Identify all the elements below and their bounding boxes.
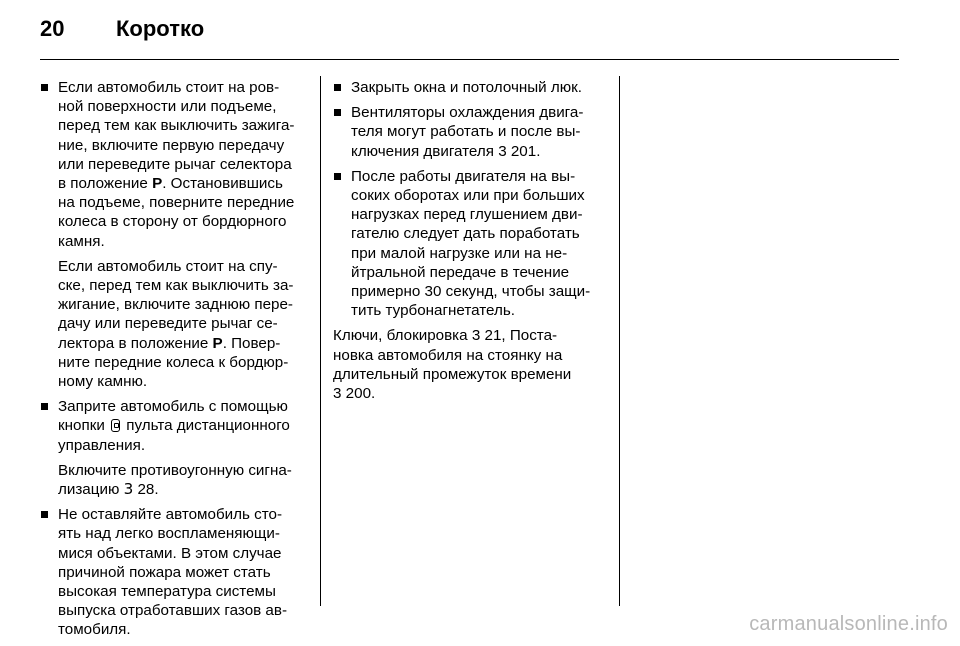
- text-line: [58, 174, 310, 193]
- text-line: Закрыть окна и потолочный люк.: [351, 79, 582, 96]
- text-line: [58, 416, 310, 435]
- column-2: [333, 78, 605, 403]
- page-ref-arrow-icon: 3: [123, 480, 134, 499]
- list-item: [333, 103, 605, 161]
- text-line: причиной пожара может стать: [58, 563, 271, 581]
- text-line: мися объектами. В этом случае: [58, 544, 282, 562]
- text-line: высокая температура системы: [58, 583, 276, 601]
- text-fragment: лизацию: [58, 481, 124, 499]
- text-fragment: Ключи, блокировка: [333, 327, 472, 345]
- text-line: Если автомобиль стоит на ров-: [58, 79, 280, 96]
- text-fragment: в положение: [58, 175, 153, 193]
- text-fragment: пульта дистанционного: [122, 417, 290, 435]
- text-line: тить турбонагнетатель.: [351, 302, 515, 320]
- text-line: колеса в сторону от бордюрного: [58, 213, 287, 231]
- text-line: [333, 326, 605, 345]
- text-fragment: лектора в положение: [58, 334, 213, 352]
- sub-paragraph: [58, 461, 310, 499]
- text-line: ните передние колеса к бордюр-: [58, 353, 289, 371]
- key-lock-icon: [111, 419, 120, 432]
- sub-paragraph: [58, 257, 310, 391]
- text-fragment: кнопки: [58, 417, 110, 435]
- text-line: нагрузках перед глушением дви-: [351, 206, 583, 224]
- list-item: [40, 78, 310, 391]
- column-divider-right: [619, 76, 620, 606]
- gear-position-p: P: [152, 175, 163, 193]
- cross-reference-paragraph: [333, 326, 605, 403]
- text-line: жигание, включите заднюю пере-: [58, 296, 293, 314]
- text-line: примерно 30 секунд, чтобы защи-: [351, 283, 591, 301]
- text-line: После работы двигателя на вы-: [351, 167, 576, 185]
- list-item: [333, 167, 605, 321]
- list-item: [333, 78, 605, 97]
- text-line: [58, 334, 310, 353]
- page-ref-link[interactable]: 28.: [133, 481, 159, 499]
- page-ref-arrow-icon: 3: [498, 142, 507, 160]
- text-line: [351, 142, 605, 161]
- page-ref-arrow-icon: 3: [471, 327, 481, 345]
- page-number: 20: [40, 16, 65, 41]
- section-title: Коротко: [116, 16, 205, 41]
- watermark: carmanualsonline.info: [749, 613, 948, 635]
- text-fragment: . Остановившись: [162, 175, 283, 193]
- text-line: при малой нагрузке или на не-: [351, 244, 568, 262]
- text-line: Не оставляйте автомобиль сто-: [58, 506, 283, 524]
- bullet-square-icon: [41, 403, 48, 410]
- text-line: новка автомобиля на стоянку на: [333, 346, 563, 364]
- page-ref-link[interactable]: 201.: [506, 142, 541, 160]
- text-line: ному камню.: [58, 373, 148, 391]
- column-1: [40, 78, 310, 646]
- text-line: или переведите рычаг селектора: [58, 155, 292, 173]
- page-ref-arrow-icon: 3: [333, 385, 342, 403]
- list-item: [40, 505, 310, 639]
- bullet-square-icon: [334, 173, 341, 180]
- text-line: соких оборотах или при больших: [351, 187, 585, 205]
- text-line: перед тем как выключить зажига-: [58, 117, 295, 135]
- text-fragment: ключения двигателя: [351, 142, 499, 160]
- header-rule: [40, 59, 899, 60]
- bullet-square-icon: [41, 84, 48, 91]
- gear-position-p: P: [212, 334, 223, 352]
- text-line: на подъеме, поверните передние: [58, 194, 295, 212]
- text-line: томобиля.: [58, 621, 131, 639]
- bullet-square-icon: [334, 84, 341, 91]
- column-divider-left: [320, 76, 321, 606]
- text-line: Включите противоугонную сигна-: [58, 461, 292, 479]
- text-line: Заприте автомобиль с помощью: [58, 398, 288, 416]
- text-line: выпуска отработавших газов ав-: [58, 602, 288, 620]
- text-line: длительный промежуток времени: [333, 365, 572, 383]
- text-line: управления.: [58, 436, 146, 454]
- text-line: [58, 480, 310, 499]
- bullet-square-icon: [334, 109, 341, 116]
- text-line: ске, перед тем как выключить за-: [58, 277, 294, 295]
- text-line: йтральной передаче в течение: [351, 263, 570, 281]
- text-line: [333, 384, 605, 403]
- text-line: ние, включите первую передачу: [58, 136, 285, 154]
- page-ref-link[interactable]: 200.: [341, 385, 376, 403]
- text-line: ной поверхности или подъеме,: [58, 98, 277, 116]
- text-line: Если автомобиль стоит на спу-: [58, 257, 278, 275]
- text-line: Вентиляторы охлаждения двига-: [351, 104, 584, 122]
- text-fragment: . Повер-: [222, 334, 281, 352]
- bullet-square-icon: [41, 511, 48, 518]
- text-line: дачу или переведите рычаг се-: [58, 315, 278, 333]
- list-item: [40, 397, 310, 499]
- text-line: ять над легко воспламеняющи-: [58, 525, 280, 543]
- page-ref-link[interactable]: 21, Поста-: [480, 327, 558, 345]
- text-line: гателю следует дать поработать: [351, 225, 580, 243]
- text-line: камня.: [58, 232, 105, 250]
- text-line: теля могут работать и после вы-: [351, 123, 581, 141]
